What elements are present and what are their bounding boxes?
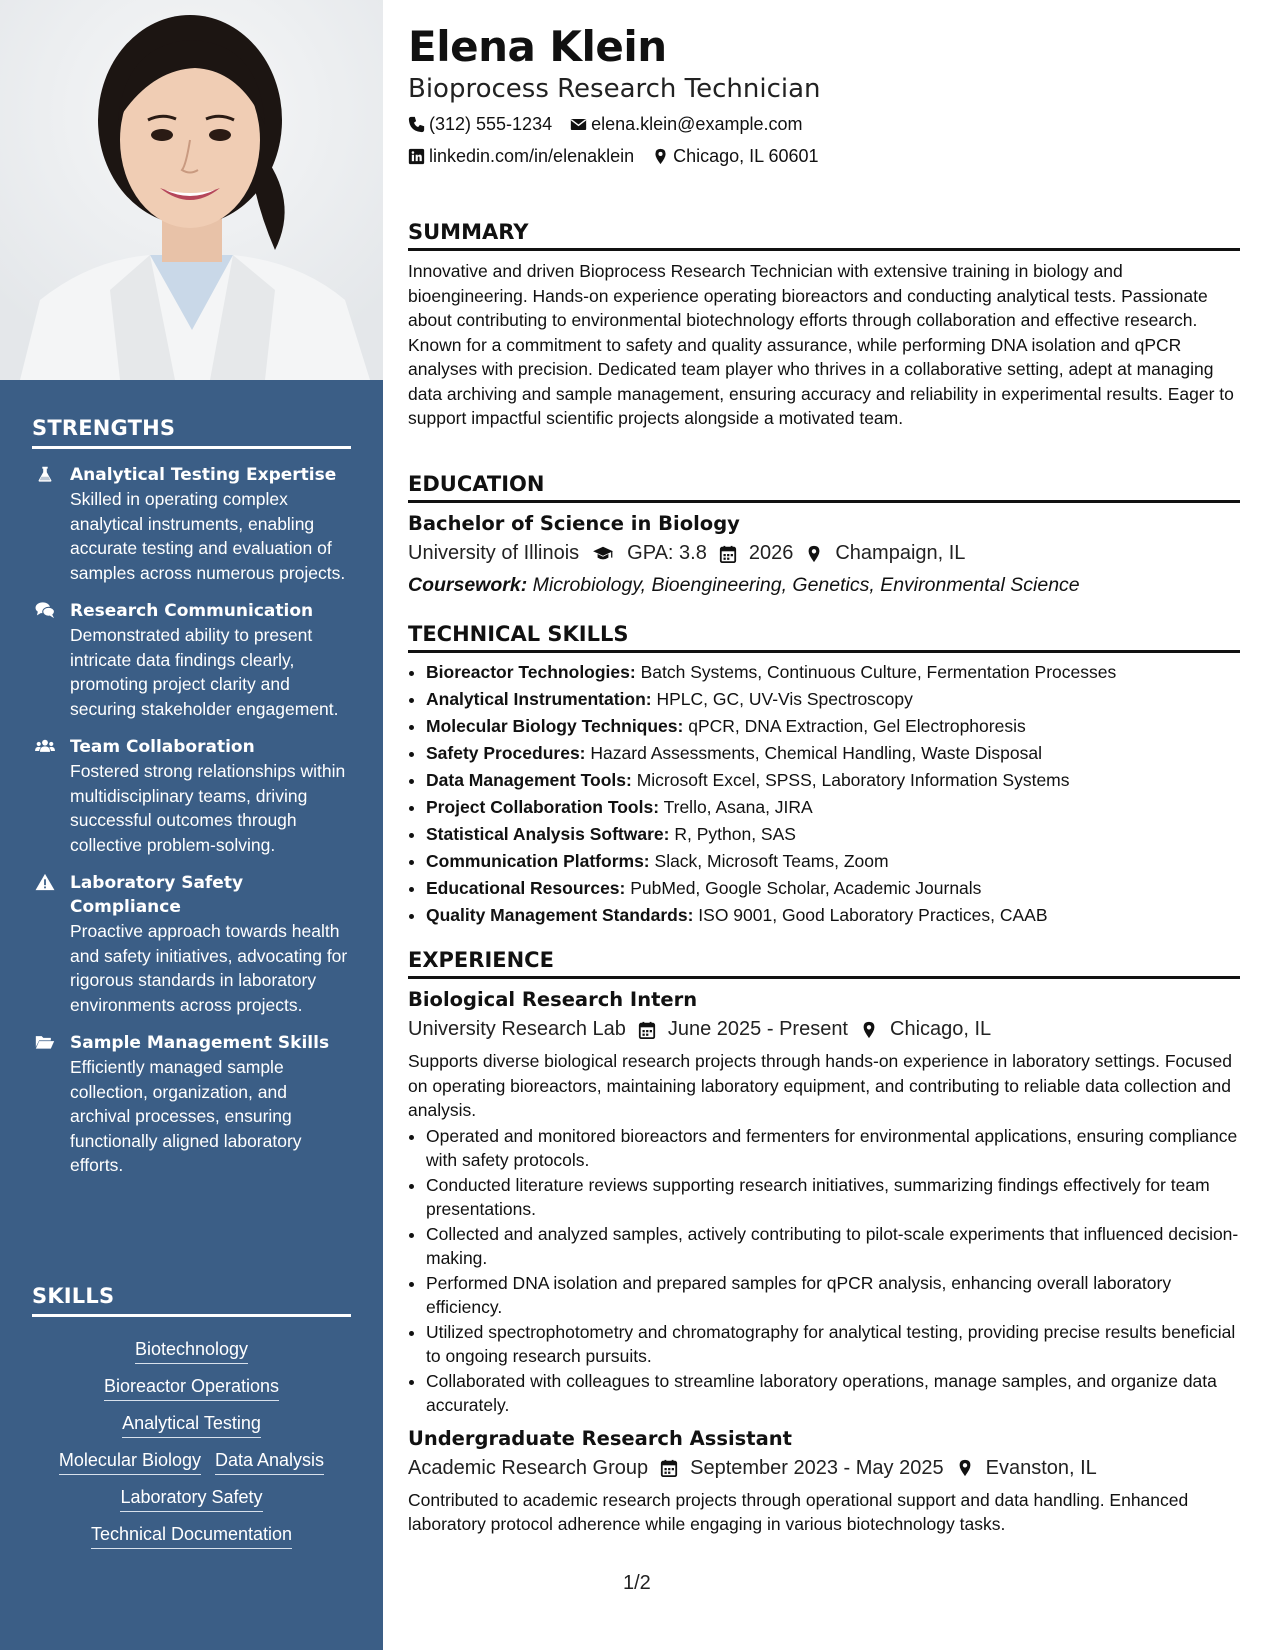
folder-open-icon (32, 1033, 58, 1178)
strengths-section (32, 416, 351, 1178)
job-location: Evanston, IL (985, 1456, 1097, 1479)
strength-desc: Proactive approach towards health and safety initiatives, advocating for rigorous standards in laboratory environments across projects. (70, 921, 348, 1015)
coursework (408, 574, 1240, 597)
job-description: Supports diverse biological research projects through hands-on experience in laboratory settings. Focused on operating bioreactors, maintaining laboratory equipment, and contributing to reliable data collection and analysis. (408, 1051, 1232, 1120)
school-location: Champaign, IL (835, 542, 966, 564)
skill-tag: Technical Documentation (91, 1523, 292, 1549)
strength-title: Team Collaboration (70, 737, 255, 757)
list-item: • Operated and monitored bioreactors and fermenters for environmental applications, ensuring compliance with safety protocols. (426, 1124, 1240, 1173)
list-item: • Communication Platforms: Slack, Microsoft Teams, Zoom (426, 848, 1240, 875)
skills-heading: SKILLS (32, 1284, 351, 1317)
map-marker-icon (956, 1459, 974, 1477)
map-marker-icon (652, 148, 669, 165)
list-item: • Analytical Instrumentation: HPLC, GC, UV-Vis Spectroscopy (426, 686, 1240, 713)
job-dates: September 2023 - May 2025 (690, 1456, 944, 1479)
job-meta (408, 1018, 1240, 1041)
skill-tag: Bioreactor Operations (104, 1375, 279, 1401)
skills-section (32, 1284, 351, 1549)
coursework-list: Microbiology, Bioengineering, Genetics, Environmental Science (532, 574, 1080, 596)
list-item: • Molecular Biology Techniques: qPCR, DNA Extraction, Gel Electrophoresis (426, 713, 1240, 740)
calendar-icon (638, 1021, 656, 1039)
graduation-cap-icon (591, 545, 615, 563)
contact-row (408, 114, 820, 135)
graduation-year: 2026 (748, 542, 794, 564)
technical-skills-section (408, 622, 1240, 929)
skills-cloud (32, 1327, 351, 1549)
strength-item (32, 463, 351, 585)
strength-item (32, 735, 351, 857)
coursework-label: Coursework: (408, 574, 528, 596)
job-entry (408, 1427, 1240, 1537)
list-item: • Collaborated with colleagues to streamline laboratory operations, manage samples, and organize data accurately. (426, 1369, 1240, 1418)
degree-title: Bachelor of Science in Biology (408, 512, 740, 535)
map-marker-icon (805, 545, 823, 563)
list-item: • Bioreactor Technologies: Batch Systems, Continuous Culture, Fermentation Processes (426, 659, 1240, 686)
job-dates: June 2025 - Present (667, 1018, 848, 1040)
linkedin-contact[interactable]: linkedin.com/in/elenaklein (408, 146, 634, 167)
warning-icon (32, 873, 58, 1017)
summary-heading: SUMMARY (408, 220, 1240, 251)
phone-icon (408, 116, 425, 133)
experience-heading: EXPERIENCE (408, 948, 1240, 979)
list-item: • Safety Procedures: Hazard Assessments, Chemical Handling, Waste Disposal (426, 740, 1240, 767)
job-entry (408, 988, 1240, 1418)
strength-desc: Efficiently managed sample collection, organization, and archival processes, ensuring functionally aligned laboratory efforts. (70, 1057, 302, 1175)
education-section (408, 472, 1240, 597)
skill-tag: Analytical Testing (122, 1412, 261, 1438)
location-contact: Chicago, IL 60601 (652, 146, 818, 167)
phone-contact[interactable]: (312) 555-1234 (408, 114, 552, 135)
strengths-heading: STRENGTHS (32, 416, 351, 449)
technical-skills-heading: TECHNICAL SKILLS (408, 622, 1240, 653)
list-item: • Quality Management Standards: ISO 9001, Good Laboratory Practices, CAAB (426, 902, 1240, 929)
sidebar (0, 0, 383, 1650)
skill-tag: Laboratory Safety (120, 1486, 262, 1512)
calendar-icon (660, 1459, 678, 1477)
skill-tag: Biotechnology (135, 1338, 248, 1364)
skill-tag: Molecular Biology (59, 1449, 201, 1475)
envelope-icon (570, 116, 587, 133)
strength-title: Laboratory Safety Compliance (70, 873, 244, 917)
job-meta (408, 1457, 1240, 1480)
job-org: Academic Research Group (408, 1456, 649, 1479)
list-item: • Utilized spectrophotometry and chromatography for analytical testing, providing precise results beneficial to ongoing research pursuits. (426, 1320, 1240, 1369)
list-item: • Collected and analyzed samples, actively contributing to pilot-scale experiments that influenced decision-making. (426, 1222, 1240, 1271)
strength-title: Analytical Testing Expertise (70, 465, 337, 485)
strength-desc: Skilled in operating complex analytical instruments, enabling accurate testing and evaluation of samples across numerous projects. (70, 489, 346, 583)
list-item: • Project Collaboration Tools: Trello, Asana, JIRA (426, 794, 1240, 821)
strength-desc: Demonstrated ability to present intricate data findings clearly, promoting project clarity and securing stakeholder engagement. (70, 625, 339, 719)
contact-row (408, 146, 837, 167)
page-number: 1/2 (623, 1572, 651, 1594)
technical-skills-list (408, 659, 1240, 929)
skill-tag: Data Analysis (215, 1449, 324, 1475)
job-title: Undergraduate Research Assistant (408, 1426, 792, 1450)
candidate-name: Elena Klein (408, 22, 667, 71)
summary-section (408, 220, 1240, 431)
linkedin-icon (408, 148, 425, 165)
list-item: • Data Management Tools: Microsoft Excel, SPSS, Laboratory Information Systems (426, 767, 1240, 794)
strength-item (32, 1031, 351, 1178)
job-description: Contributed to academic research projects through operational support and data handling. Enhanced laboratory protocol adherence while engaging in various biotechnology tasks. (408, 1489, 1189, 1534)
gpa: GPA: 3.8 (627, 542, 707, 564)
list-item: • Statistical Analysis Software: R, Python, SAS (426, 821, 1240, 848)
profile-photo (0, 0, 383, 380)
list-item: • Educational Resources: PubMed, Google Scholar, Academic Journals (426, 875, 1240, 902)
list-item: • Performed DNA isolation and prepared samples for qPCR analysis, enhancing overall laboratory efficiency. (426, 1271, 1240, 1320)
job-org: University Research Lab (408, 1018, 626, 1040)
users-icon (32, 737, 58, 857)
flask-icon (32, 465, 58, 585)
strength-title: Sample Management Skills (70, 1033, 330, 1053)
job-location: Chicago, IL (890, 1018, 992, 1040)
strength-item (32, 599, 351, 721)
strength-title: Research Communication (70, 601, 314, 621)
email-contact[interactable]: elena.klein@example.com (570, 114, 802, 135)
list-item: • Conducted literature reviews supporting research initiatives, summarizing findings effectively for team presentations. (426, 1173, 1240, 1222)
job-title: Biological Research Intern (408, 988, 698, 1011)
experience-section (408, 948, 1240, 1537)
comments-icon (32, 601, 58, 721)
calendar-icon (719, 545, 737, 563)
education-meta (408, 542, 1240, 565)
candidate-role: Bioprocess Research Technician (408, 74, 821, 104)
school-name: University of Illinois (408, 542, 580, 564)
strength-desc: Fostered strong relationships within multidisciplinary teams, driving successful outcomes through collective problem-solving. (70, 761, 346, 855)
job-bullets (408, 1124, 1240, 1418)
map-marker-icon (860, 1021, 878, 1039)
strength-item (32, 871, 351, 1017)
summary-text: Innovative and driven Bioprocess Research Technician with extensive training in biology and bioengineering. Hands-on experience operating bioreactors and conducting analytical tests. Passionate about contributing to environmental biotechnology efforts through collaboration and effective research. Known for a commitment to safety and quality assurance, while performing DNA isolation and qPCR analyses with precision. Dedicated team player who thrives in a collaborative setting, adept at managing data archiving and sample management, ensuring accuracy and reliability in experimental results. Eager to support impactful scientific projects alongside a motivated team. (408, 261, 1234, 428)
education-heading: EDUCATION (408, 472, 1240, 503)
